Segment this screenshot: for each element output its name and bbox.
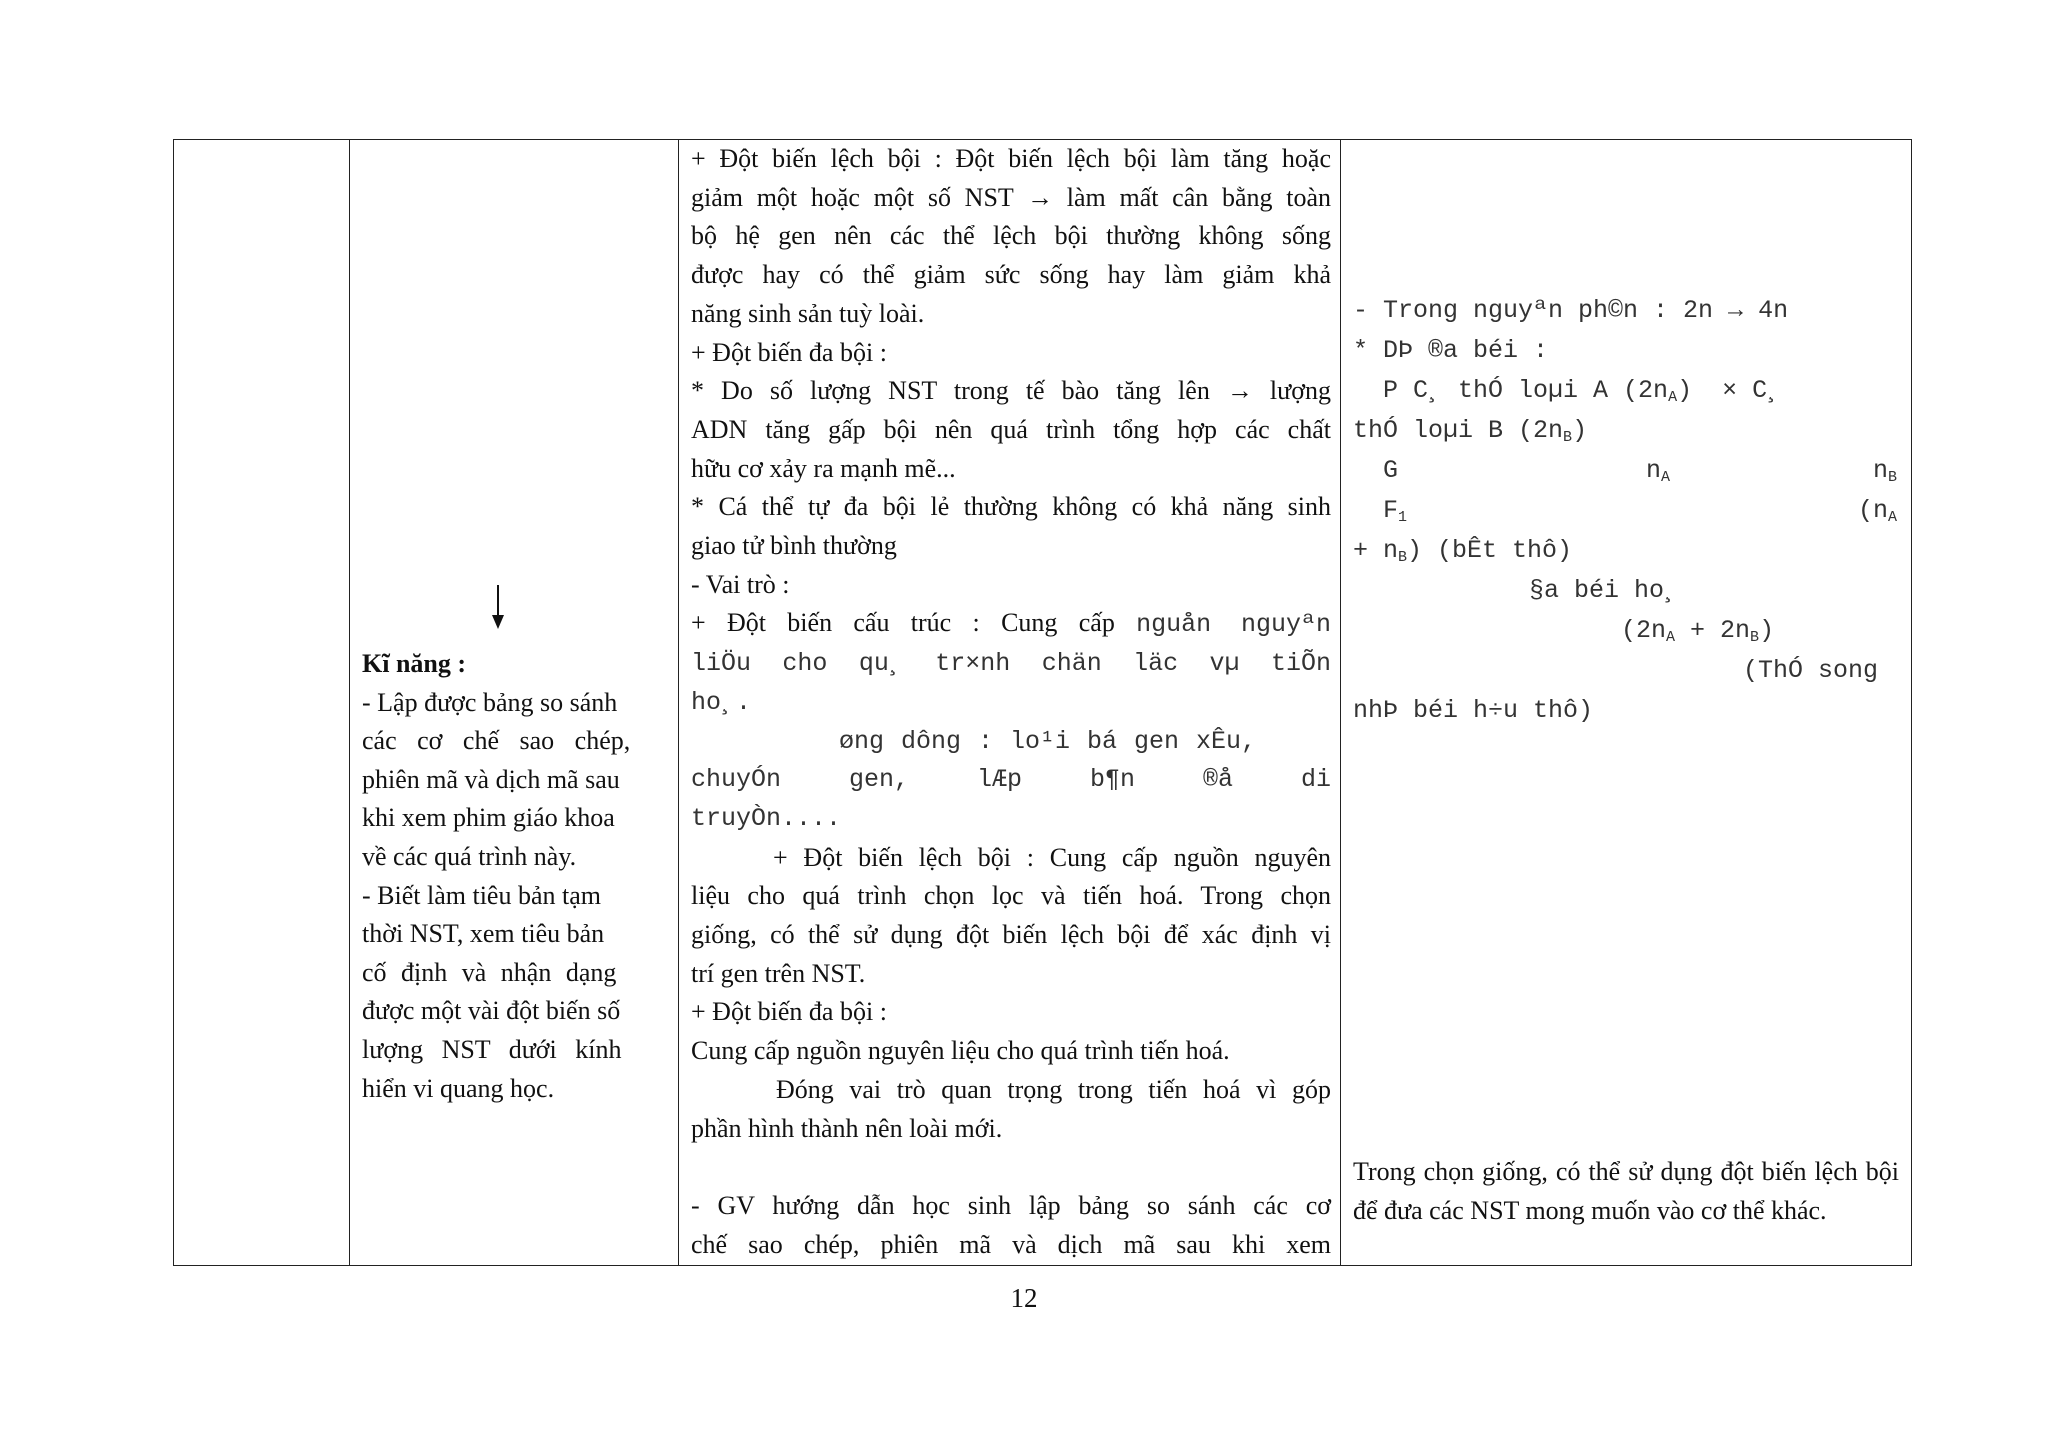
- mitosis-line: - Trong nguyªn ph©n : 2n → 4n: [1353, 296, 1789, 325]
- text-line: * Cá thể tự đa bội lẻ thường không có khả năng sinh: [691, 492, 1331, 522]
- text-line: phần hình thành nên loài mới.: [691, 1113, 1003, 1143]
- text-line: * Do số lượng NST trong tế bào tăng lên → lượng: [691, 376, 1331, 406]
- text-line: giao tử bình thường: [691, 531, 897, 561]
- text-line: chế sao chép, phiên mã và dịch mã sau khi xem: [691, 1229, 1331, 1259]
- text-line: - Vai trò :: [691, 569, 790, 599]
- text-line: Cung cấp nguồn nguyên liệu cho quá trình tiến hoá.: [691, 1036, 1230, 1066]
- text-line: hữu cơ xảy ra mạnh mẽ...: [691, 453, 956, 483]
- amphidiploid-label-cont: nhÞ béi h÷u thô): [1353, 696, 1594, 725]
- amphidiploid-genome: $(2n_A + 2n_B)$: [1621, 616, 1775, 646]
- skills-line: thời NST, xem tiêu bản: [362, 919, 605, 949]
- breeding-note: Trong chọn giống, có thể sử dụng đột biến lệch bội để đưa các NST mong muốn vào cơ thể khác.: [1353, 1157, 1899, 1225]
- cross-parents-line: P C¸ thÓ loµi A $(2n_A)$ × C¸: [1353, 376, 1783, 406]
- skills-line: các cơ chế sao chép,: [362, 726, 631, 756]
- text-line: + Đột biến đa bội :: [691, 997, 887, 1027]
- skills-line: cố định và nhận dạng: [362, 957, 617, 987]
- column-1-cell: [174, 140, 350, 1266]
- mono-line: truyÒn....: [691, 803, 842, 833]
- text-line: giống, có thể sử dụng đột biến lệch bội để xác định vị: [691, 920, 1331, 950]
- role-structure-mono: nguån nguyªn: [1136, 610, 1332, 640]
- text-line: bộ hệ gen nên các thể lệch bội thường không sống: [691, 221, 1331, 251]
- column-3-cell: [679, 140, 1341, 1266]
- amphidiploid-label: (ThÓ song: [1743, 656, 1879, 685]
- gamete-a: $n_A$: [1646, 456, 1671, 486]
- allopolyploid-heading: * DÞ ®a béi :: [1353, 336, 1549, 365]
- skills-line: - Lập được bảng so sánh: [362, 687, 618, 717]
- table-row: [174, 140, 1912, 1266]
- gamete-b: $n_B$: [1873, 456, 1898, 486]
- f1-label: $F_1$: [1353, 496, 1408, 526]
- cross-parents-line-2: thÓ loµi B $(2n_B)$: [1353, 416, 1588, 446]
- skills-line: phiên mã và dịch mã sau: [362, 764, 620, 794]
- text-line: + Đột biến đa bội :: [691, 337, 887, 367]
- text-line: năng sinh sản tuỳ loài.: [691, 298, 925, 328]
- text-line: + Đột biến lệch bội : Đột biến lệch bội làm tăng hoặc: [691, 144, 1331, 173]
- skills-line: - Biết làm tiêu bản tạm: [362, 880, 601, 910]
- skills-block: [362, 645, 666, 1108]
- blank-line: [691, 1148, 1331, 1187]
- text-line: liệu cho quá trình chọn lọc và tiến hoá. Trong chọn: [691, 881, 1331, 911]
- column-4-cell: [1341, 140, 1912, 1266]
- text-line: trí gen trên NST.: [691, 958, 866, 988]
- polyploidization-label: §a béi ho¸: [1529, 576, 1680, 605]
- skills-line: về các quá trình này.: [362, 841, 577, 871]
- skills-line: lượng NST dưới kính: [362, 1034, 622, 1064]
- mono-line: chuyÓn gen, lÆp b¶n ®å di: [691, 765, 1331, 795]
- text-line: giảm một hoặc một số NST → làm mất cân bằng toàn: [691, 182, 1331, 212]
- skills-heading: Kĩ năng :: [362, 649, 467, 678]
- down-arrow-icon: [492, 585, 504, 629]
- text-line: - GV hướng dẫn học sinh lập bảng so sánh các cơ: [691, 1190, 1331, 1220]
- text-line: Đóng vai trò quan trọng trong tiến hoá vì góp: [776, 1074, 1331, 1104]
- role-structure-line: [691, 604, 1331, 645]
- role-structure-prefix: + Đột biến cấu trúc : Cung cấp: [691, 608, 1137, 638]
- content-column: [691, 140, 1331, 1264]
- text-line: + Đột biến lệch bội : Cung cấp nguồn nguyên: [773, 842, 1331, 872]
- mono-line: liÖu cho qu¸ tr×nh chän läc vµ tiÕn: [691, 649, 1331, 679]
- mono-line: ho¸.: [691, 687, 752, 717]
- skills-line: khi xem phim giáo khoa: [362, 803, 615, 833]
- text-line: được hay có thể giảm sức sống hay làm giảm khả: [691, 260, 1331, 290]
- mono-line: øng dông : lo¹i bá gen xÊu,: [839, 726, 1257, 756]
- gamete-label: G: [1353, 456, 1399, 485]
- text-line: ADN tăng gấp bội nên quá trình tổng hợp các chất: [691, 414, 1331, 444]
- lesson-table: [173, 139, 1912, 1266]
- skills-line: được một vài đột biến số: [362, 996, 621, 1026]
- column-2-cell: [350, 140, 679, 1266]
- page-number: 12: [1010, 1283, 1038, 1313]
- f1-genome-cont: + $n_B$) (bÊt thô): [1353, 536, 1573, 566]
- f1-genome: ($n_A$: [1858, 496, 1898, 526]
- skills-line: hiển vi quang học.: [362, 1073, 555, 1103]
